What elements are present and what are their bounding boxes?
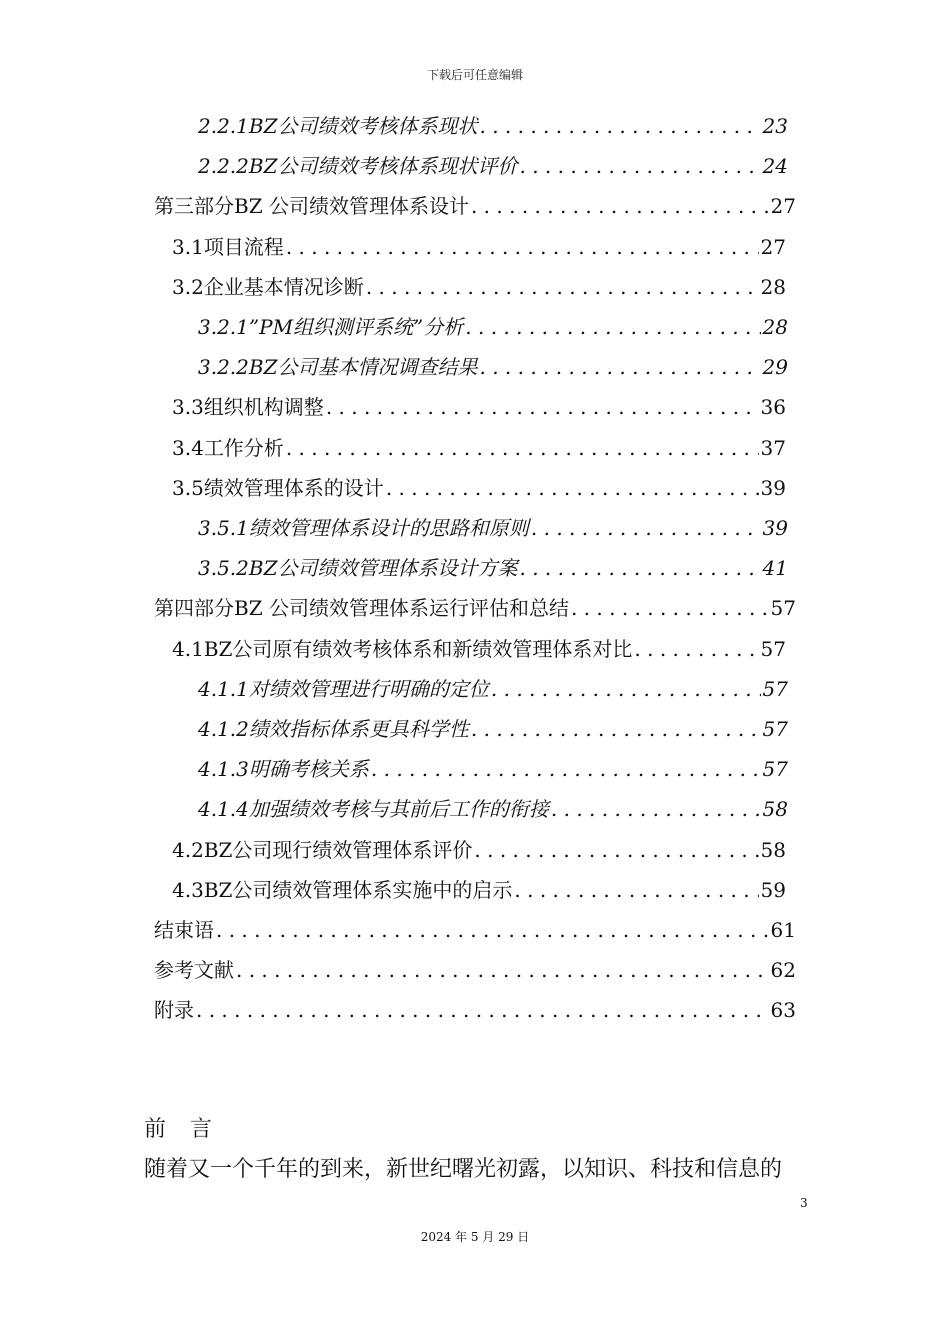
toc-entry-page: 28: [762, 315, 788, 339]
toc-leader-dots: [551, 795, 761, 823]
toc-entry-number: 3.5.1: [198, 516, 249, 540]
toc-entry-title: 附录: [154, 998, 194, 1023]
toc-entry-number: 2.2.2: [198, 154, 249, 179]
toc-entry-number: 4.1.3: [198, 757, 249, 782]
toc-entry-title: 明确考核关系: [248, 757, 369, 782]
toc-entry: [154, 594, 796, 622]
toc-entry-number: 2.2.1: [198, 114, 249, 138]
toc-leader-dots: [286, 233, 759, 261]
toc-entry-page: 57: [762, 717, 788, 741]
toc-entry-number: 4.1: [172, 636, 204, 661]
toc-entry-page: 62: [770, 958, 796, 983]
toc-leader-dots: [479, 112, 760, 140]
toc-entry-title: ”PM组织测评系统”分析: [248, 315, 464, 339]
toc-entry-page: 63: [770, 998, 796, 1023]
toc-entry: [172, 474, 786, 502]
toc-entry-page: 57: [762, 757, 788, 782]
toc-leader-dots: [471, 715, 761, 743]
toc-leader-dots: [474, 836, 758, 864]
toc-entry: [172, 635, 786, 663]
toc-entry-page: 58: [760, 837, 786, 862]
toc-entry: [172, 233, 786, 261]
toc-entry: [198, 112, 788, 140]
toc-entry-title: BZ公司绩效考核体系现状评价: [248, 154, 518, 179]
toc-entry-page: 61: [770, 918, 796, 942]
toc-entry-page: 39: [762, 516, 788, 540]
toc-entry-title: BZ公司绩效管理体系设计方案: [248, 556, 518, 581]
toc-entry-title: 组织机构调整: [203, 395, 324, 420]
toc-entry-page: 59: [760, 877, 786, 902]
toc-entry-number: 3.3: [172, 395, 204, 420]
toc-entry: [154, 192, 796, 220]
toc-entry-page: 29: [762, 355, 788, 380]
toc-entry: [198, 755, 788, 783]
toc-entry-number: 3.1: [172, 234, 204, 259]
toc-entry-page: 37: [760, 435, 786, 460]
toc-leader-dots: [465, 313, 760, 341]
toc-entry-number: 4.1.1: [198, 676, 249, 701]
toc-entry-number: 4.3: [172, 877, 204, 902]
toc-entry-number: 第三部分: [154, 194, 234, 219]
toc-entry-page: 27: [760, 234, 786, 259]
toc-entry-title: 绩效管理体系设计的思路和原则: [248, 516, 529, 540]
toc-entry: [198, 554, 788, 582]
toc-entry: [172, 393, 786, 421]
toc-leader-dots: [196, 996, 769, 1024]
toc-entry-title: 绩效指标体系更具科学性: [248, 717, 469, 741]
toc-leader-dots: [479, 353, 760, 381]
toc-entry-title: 对绩效管理进行明确的定位: [248, 676, 489, 701]
page-number: 3: [800, 1196, 808, 1210]
toc-entry-number: 3.4: [172, 435, 204, 460]
toc-leader-dots: [491, 675, 761, 703]
toc-entry: [198, 514, 788, 542]
toc-entry-page: 23: [762, 114, 788, 138]
toc-entry: [198, 152, 788, 180]
toc-entry-page: 27: [770, 194, 796, 219]
toc-entry: [154, 956, 796, 984]
toc-entry-title: BZ公司绩效管理体系实施中的启示: [203, 877, 513, 902]
toc-entry-number: 3.2.1: [198, 315, 249, 339]
toc-entry: [172, 836, 786, 864]
toc-entry-page: 57: [760, 636, 786, 661]
toc-entry: [172, 434, 786, 462]
toc-leader-dots: [471, 192, 769, 220]
toc-entry-page: 24: [762, 154, 788, 179]
toc-leader-dots: [386, 474, 759, 502]
toc-entry-title: 企业基本情况诊断: [203, 274, 364, 299]
toc-leader-dots: [371, 755, 761, 783]
toc-entry-title: 工作分析: [203, 435, 284, 460]
toc-leader-dots: [286, 434, 759, 462]
toc-entry-page: 58: [762, 797, 788, 822]
toc-entry-title: 绩效管理体系的设计: [203, 475, 384, 500]
toc-entry-title: BZ 公司绩效管理体系运行评估和总结: [234, 596, 569, 621]
preface-text: 随着又一个千年的到来，新世纪曙光初露，以知识、科技和信息的: [144, 1157, 783, 1182]
toc-entry: [198, 675, 788, 703]
toc-entry-page: 28: [760, 274, 786, 299]
toc-leader-dots: [571, 594, 769, 622]
toc-entry: [198, 353, 788, 381]
toc-leader-dots: [326, 393, 759, 421]
toc-entry-title: BZ公司基本情况调查结果: [248, 355, 478, 380]
toc-entry-number: 4.1.4: [198, 797, 249, 822]
toc-entry-number: 3.5: [172, 475, 204, 500]
toc-entry-number: 4.2: [172, 837, 204, 862]
toc-entry: [172, 273, 786, 301]
toc-entry: [198, 795, 788, 823]
toc-entry-title: BZ公司绩效考核体系现状: [248, 114, 478, 138]
toc-entry-number: 3.5.2: [198, 556, 249, 581]
toc-entry-title: 结束语: [154, 918, 214, 942]
toc-leader-dots: [216, 916, 769, 944]
toc-entry: [172, 876, 786, 904]
toc-entry-page: 57: [762, 676, 788, 701]
toc-entry-title: 项目流程: [203, 234, 284, 259]
toc-leader-dots: [236, 956, 769, 984]
toc-leader-dots: [531, 514, 761, 542]
preface-title: 前言: [144, 1117, 237, 1142]
toc-entry-number: 4.1.2: [198, 717, 249, 741]
toc-entry-page: 57: [770, 596, 796, 621]
page-header: 下载后可任意编辑: [426, 68, 523, 82]
toc-leader-dots: [519, 152, 760, 180]
toc-leader-dots: [366, 273, 759, 301]
toc-leader-dots: [514, 876, 758, 904]
page-footer-date: 2024 年 5 月 29 日: [420, 1230, 530, 1244]
toc-entry: [198, 715, 788, 743]
toc-entry-number: 第四部分: [154, 596, 234, 621]
toc-leader-dots: [519, 554, 760, 582]
toc-entry-number: 3.2: [172, 274, 204, 299]
toc-entry-title: BZ 公司绩效管理体系设计: [234, 194, 469, 219]
toc-entry-title: 参考文献: [154, 958, 234, 983]
toc-entry-title: BZ公司原有绩效考核体系和新绩效管理体系对比: [203, 636, 633, 661]
toc-entry: [198, 313, 788, 341]
toc-entry-page: 36: [760, 395, 786, 420]
toc-entry-page: 41: [762, 556, 788, 581]
toc-entry-title: BZ公司现行绩效管理体系评价: [203, 837, 473, 862]
toc-entry: [154, 916, 796, 944]
toc-entry-title: 加强绩效考核与其前后工作的衔接: [248, 797, 549, 822]
toc-entry: [154, 996, 796, 1024]
toc-entry-page: 39: [760, 475, 786, 500]
toc-entry-number: 3.2.2: [198, 355, 249, 380]
toc-leader-dots: [634, 635, 758, 663]
